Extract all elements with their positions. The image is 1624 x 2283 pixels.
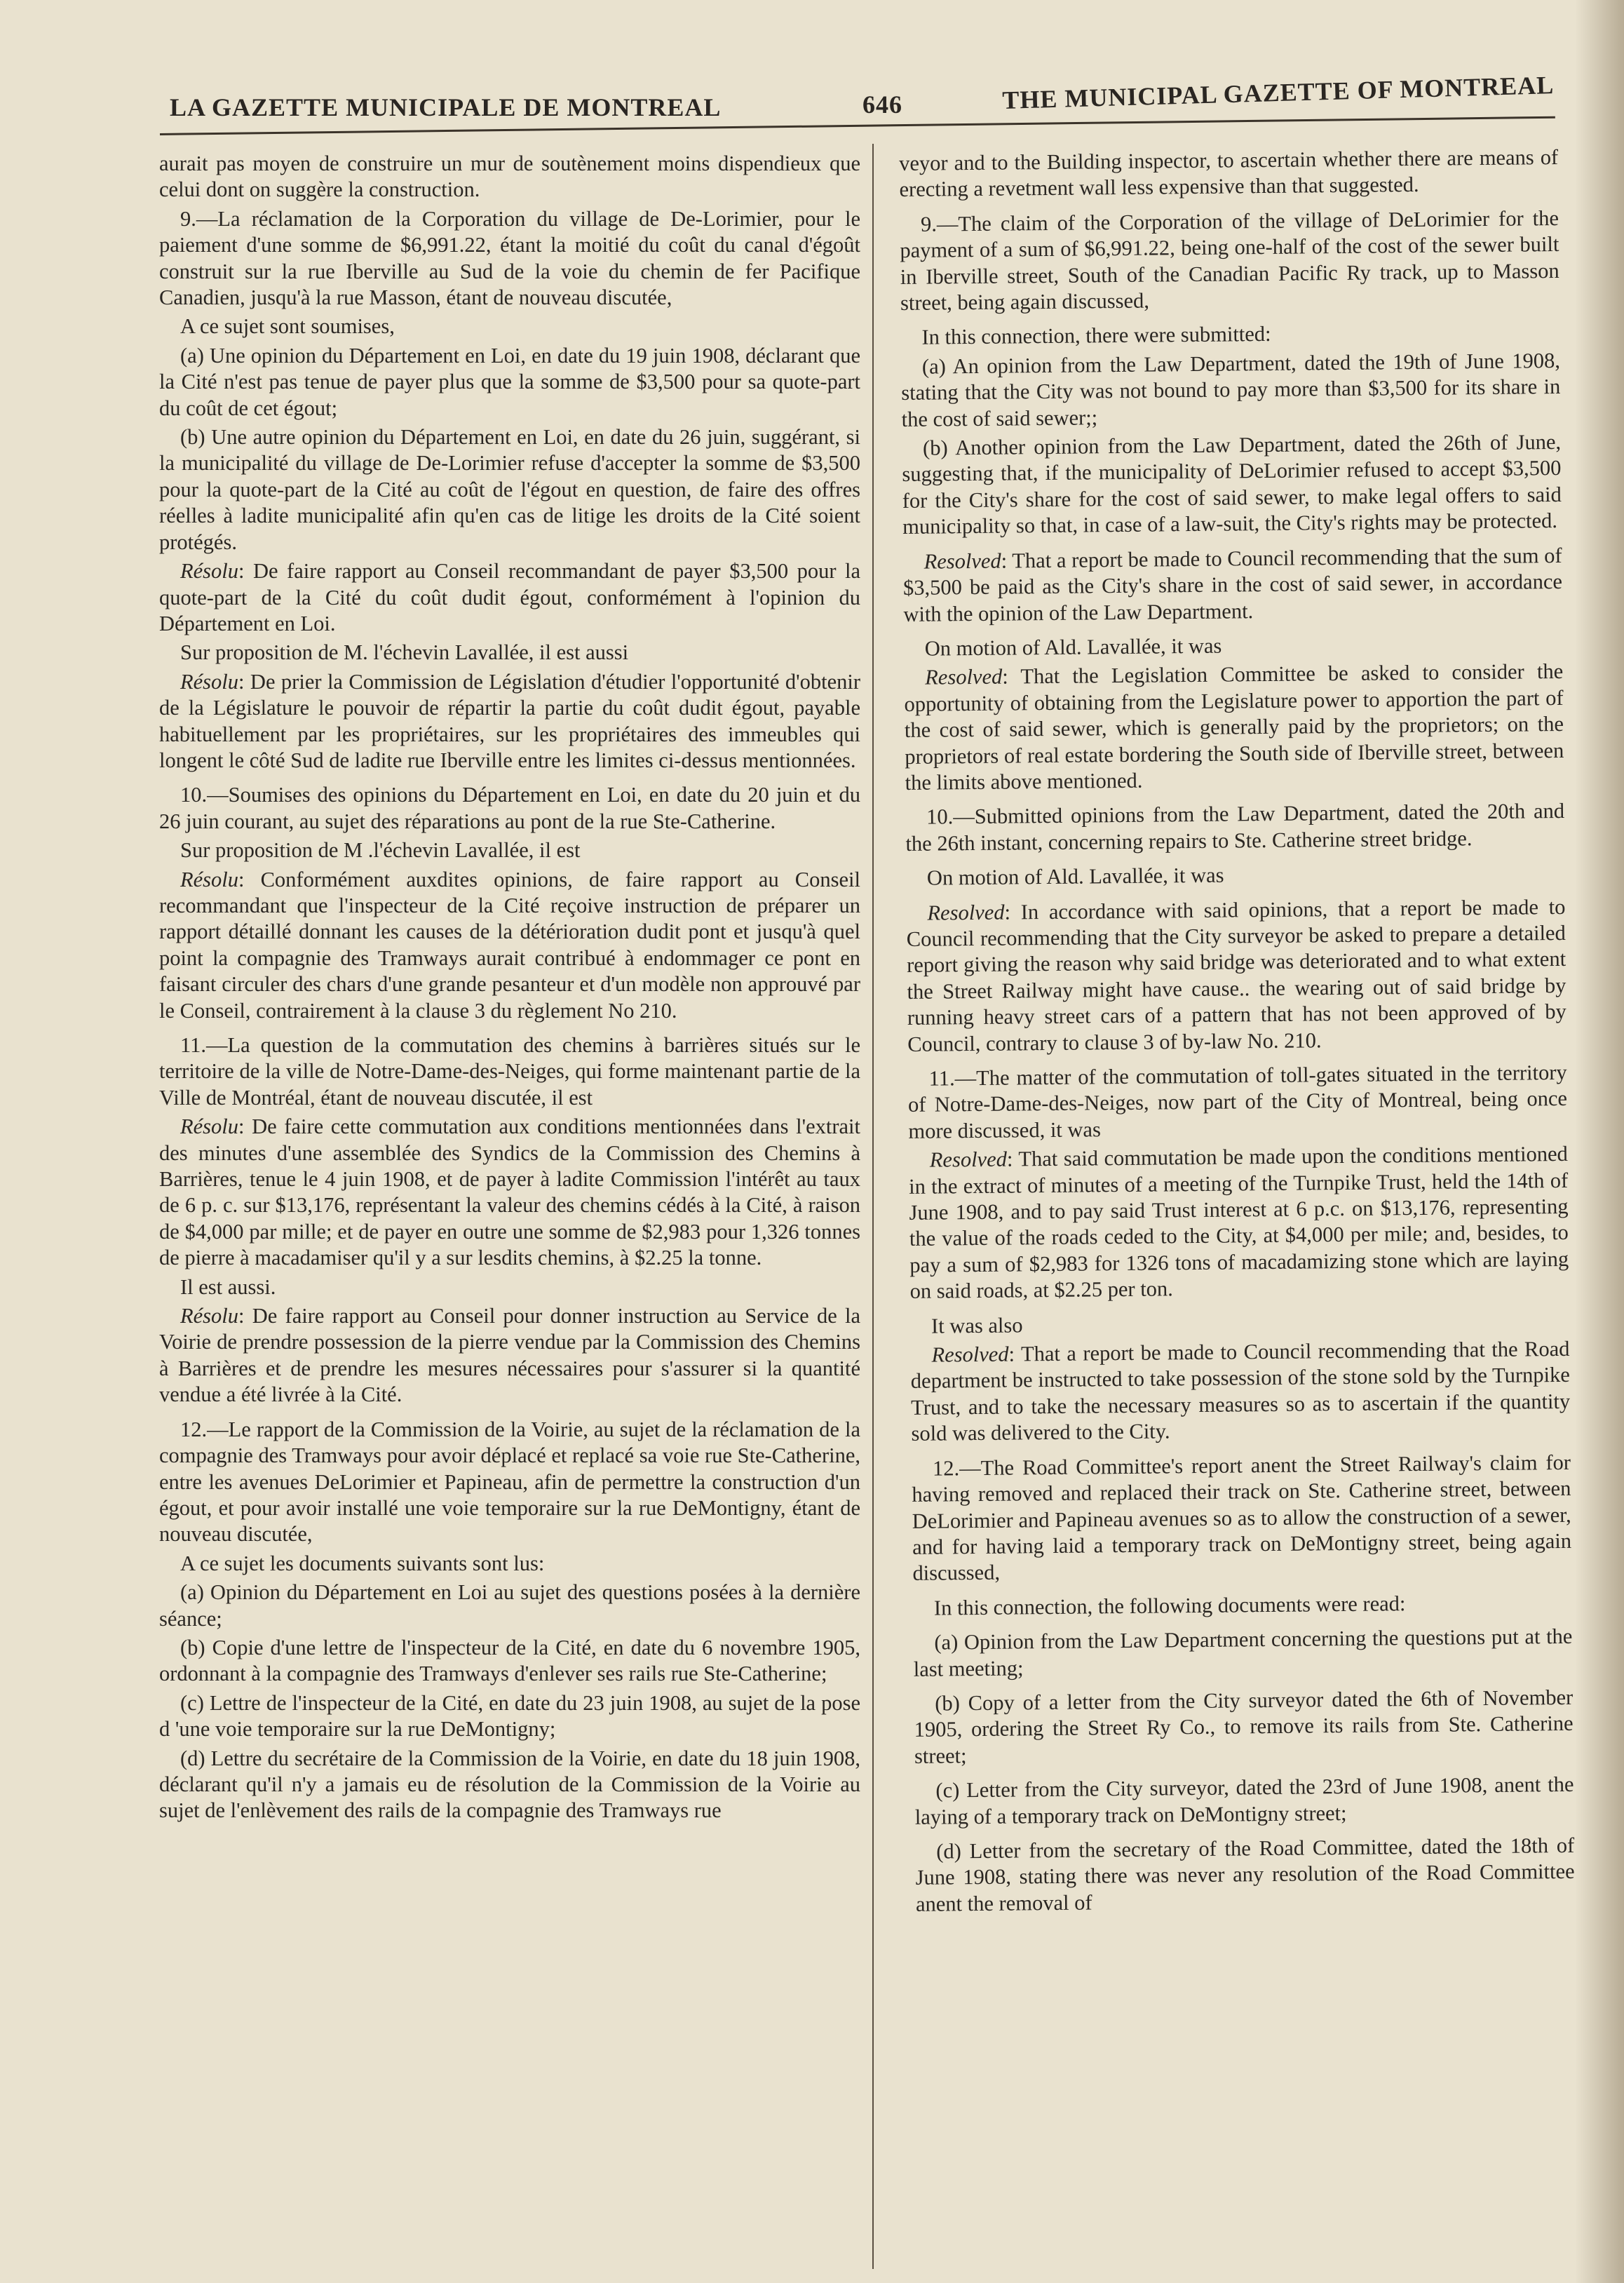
paragraph-text: : De faire rapport au Conseil recommandant de payer $3,500 pour la quote-part de la Cité du coût dudit égout, conformément à l'opinion du Département en Loi. bbox=[159, 559, 860, 635]
paragraph bbox=[159, 206, 860, 311]
paragraph-text: (a) Opinion from the Law Department concerning the questions put at the last meeting; bbox=[913, 1624, 1573, 1681]
paragraph-text: (c) Lettre de l'inspecteur de la Cité, en date du 23 juin 1908, au sujet de la pose d 'une voie temporaire sur la rue DeMontigny; bbox=[159, 1690, 860, 1742]
french-column bbox=[159, 151, 860, 1827]
paragraph-text: 9.—The claim of the Corporation of the village of DeLorimier for the payment of a sum of $6,991.22, being one-half of the cost of the sewer built in Iberville street, South of the Canadian Pacific Ry track, up to Masson street, being again discussed, bbox=[900, 206, 1559, 316]
header-french-title: LA GAZETTE MUNICIPALE DE MONTREAL bbox=[170, 93, 722, 121]
paragraph-text: (b) Copy of a letter from the City surveyor dated the 6th of November 1905, ordering the Street Ry Co., to remove its rails from Ste. Catherine street; bbox=[914, 1685, 1574, 1768]
paragraph bbox=[913, 1624, 1573, 1683]
resolution-lead: Résolu bbox=[180, 1304, 239, 1328]
page-number: 646 bbox=[862, 90, 902, 119]
paragraph bbox=[159, 314, 860, 339]
paragraph-text: : De faire rapport au Conseil pour donner instruction au Service de la Voirie de prendre possession de la pierre vendue par la Commission des Chemins à Barrières et de prendre les mesures nécessaires pour s'assurer si la quantité vendue a été livrée à la Cité. bbox=[159, 1304, 860, 1407]
resolution-lead: Résolu bbox=[180, 867, 239, 891]
paragraph-text: 12.—The Road Committee's report anent the Street Railway's claim for having removed and replaced their track on Ste. Catherine street, between DeLorimier and Papineau avenues so as to allow the construction of a sewer, and for having laid a temporary track on DeMontigny street, being again discussed, bbox=[912, 1450, 1572, 1586]
resolution-lead: Resolved bbox=[927, 900, 1005, 925]
paragraph-text: (c) Letter from the City surveyor, dated the 23rd of June 1908, anent the laying of a temporary track on DeMontigny street; bbox=[914, 1772, 1574, 1829]
paragraph-text: (d) Letter from the secretary of the Road Committee, dated the 18th of June 1908, stating there was never any resolution of the Road Committee anent the removal of bbox=[915, 1833, 1575, 1916]
paragraph bbox=[915, 1833, 1575, 1918]
paragraph-text: (d) Lettre du secrétaire de la Commission de la Voirie, en date du 18 juin 1908, déclarant qu'il n'y a jamais eu de résolution de la Commission de la Voirie au sujet de l'enlèvement des rails de la compagnie des Tramways rue bbox=[159, 1746, 860, 1823]
paragraph bbox=[159, 1114, 860, 1271]
paragraph bbox=[913, 1589, 1572, 1622]
paragraph-text: Sur proposition de M .l'échevin Lavallée, il est bbox=[180, 838, 581, 863]
paragraph-text: : In accordance with said opinions, that a report be made to Council recommending that the City surveyor be asked to prepare a detailed report giving the reason why said bridge was deteriorated and to what extent the Street Railway might have cause.. the wearing out of said bridge by running heavy street cars of a pattern that has not been approved of by Council, contrary to clause 3 of by-law No. 210. bbox=[906, 894, 1567, 1056]
paragraph bbox=[906, 859, 1565, 891]
paragraph bbox=[159, 640, 860, 666]
paragraph-text: It was also bbox=[931, 1313, 1023, 1338]
paragraph bbox=[159, 151, 860, 203]
paragraph-text: 9.—La réclamation de la Corporation du village de De-Lorimier, pour le paiement d'une somme de $6,991.22, étant la moitié du coût du canal d'égoût construit sur la rue Iberville au Sud de la voie du chemin de fer Pacifique Canadien, jusqu'à la rue Masson, étant de nouveau discutée, bbox=[159, 206, 860, 310]
paragraph-text: On motion of Ald. Lavallée, it was bbox=[926, 863, 1224, 890]
resolution-lead: Resolved bbox=[929, 1147, 1008, 1172]
paragraph bbox=[159, 1690, 860, 1743]
paragraph bbox=[159, 669, 860, 774]
paragraph-text: : That a report be made to Council recommending that the Road department be instructed to take possession of the stone sold by the Turnpike Trust, and to take the necessary measures so as to ascertain if the quantity sold was delivered to the City. bbox=[910, 1336, 1571, 1446]
paragraph-text: (a) Une opinion du Département en Loi, en date du 19 juin 1908, déclarant que la Cité n'est pas tenue de payer plus que la somme de $3,500 pour sa quote-part du coût de cet égout; bbox=[159, 343, 860, 420]
paragraph-text: (b) Another opinion from the Law Department, dated the 26th of June, suggesting that, if the municipality of DeLorimier refused to accept $3,500 for the City's share for the cost of said sewer, to make legal offers to said municipality so that, in case of a law-suit, the City's rights may be protected. bbox=[902, 430, 1562, 539]
paragraph bbox=[159, 1635, 860, 1688]
paragraph bbox=[905, 798, 1565, 857]
paragraph-text: : That a report be made to Council recommending that the sum of $3,500 be paid as the City's share in the cost of said sewer, in accordance with the opinion of the Law Department. bbox=[902, 543, 1563, 626]
paragraph bbox=[910, 1336, 1570, 1448]
paragraph-text: 12.—Le rapport de la Commission de la Voirie, au sujet de la réclamation de la compagnie des Tramways pour avoir déplacé et replacé sa voie rue Ste-Catherine, entre les avenues DeLorimier et Papineau, afin de permettre la construction d'un égout, et pour avoir installé une voie temporaire sur la rue DeMontigny, étant de nouveau discutée, bbox=[159, 1417, 860, 1547]
paragraph bbox=[904, 659, 1564, 796]
paragraph bbox=[159, 1303, 860, 1408]
paragraph bbox=[914, 1772, 1574, 1831]
paragraph-text: Il est aussi. bbox=[180, 1274, 276, 1299]
paragraph-text: : Conformément auxdites opinions, de faire rapport au Conseil recommandant que l'inspecteur de la Cité reçoive instruction de préparer un rapport détaillé donnant les causes de la détérioration dudit pont et jusqu'à quel point la compagnie des Tramways aurait contribué à endommager ce pont en faisant circuler des chars d'une grande pesanteur et d'un modèle non approuvé par le Conseil, contrairement à la clause 3 du règlement No 210. bbox=[159, 867, 860, 1023]
paragraph bbox=[159, 558, 860, 637]
paragraph-text: aurait pas moyen de construire un mur de soutènement moins dispendieux que celui dont on suggère la construction. bbox=[159, 151, 860, 202]
paragraph bbox=[910, 1307, 1569, 1340]
paragraph bbox=[159, 1551, 860, 1577]
paragraph-text: A ce sujet sont soumises, bbox=[180, 314, 395, 339]
paragraph-text: : De faire cette commutation aux conditions mentionnées dans l'extrait des minutes d'une assemblée des Syndics de la Commission des Chemins à Barrières, tenue le 4 juin 1908, et de payer à ladite Commission l'intérêt au taux de 6 p. c. sur $13,176, représentant la valeur des chemins cédés à la Cité, à raison de $4,000 par mille; et de payer en outre une somme de $2,983 pour 1,326 tonnes de pierre à macadamiser qu'il y a sur lesdits chemins, à $2.25 la tonne. bbox=[159, 1114, 860, 1270]
paragraph bbox=[900, 318, 1559, 351]
english-column bbox=[899, 144, 1575, 1920]
resolution-lead: Résolu bbox=[180, 669, 239, 694]
paragraph-text: (a) Opinion du Département en Loi au sujet des questions posées à la dernière séance; bbox=[159, 1580, 860, 1631]
page-header bbox=[170, 71, 1558, 128]
paragraph bbox=[159, 343, 860, 422]
paragraph-text: (b) Copie d'une lettre de l'inspecteur de la Cité, en date du 6 novembre 1905, ordonnant à la compagnie des Tramways d'enlever ses rails rue Ste-Catherine; bbox=[159, 1635, 860, 1686]
paragraph bbox=[904, 630, 1563, 662]
paragraph bbox=[914, 1685, 1574, 1770]
resolution-lead: Resolved bbox=[923, 548, 1001, 574]
paragraph-text: A ce sujet les documents suivants sont lus: bbox=[180, 1551, 545, 1575]
paragraph bbox=[912, 1450, 1572, 1587]
paragraph bbox=[159, 424, 860, 555]
paragraph bbox=[902, 429, 1562, 541]
paragraph-text: In this connection, there were submitted: bbox=[921, 322, 1271, 350]
paragraph bbox=[159, 782, 860, 835]
resolution-lead: Resolved bbox=[925, 664, 1003, 689]
paragraph bbox=[159, 1274, 860, 1300]
paragraph-text: 11.—The matter of the commutation of toll-gates situated in the territory of Notre-Dame-des-Neiges, now part of the City of Montreal, being once more discussed, it was bbox=[907, 1060, 1568, 1143]
paragraph-text: (a) An opinion from the Law Department, dated the 19th of June 1908, stating that the City was not bound to pay more than $3,500 for its share in the cost of said sewer;; bbox=[901, 348, 1561, 431]
paragraph bbox=[159, 837, 860, 863]
paragraph-text: : That the Legislation Committee be asked to consider the opportunity of obtaining from the Legislature power to apportion the part of the cost of said sewer, which is generally paid by the proprietors; on the proprietors of real estate bordering the South side of Iberville street, between the limits above mentioned. bbox=[904, 659, 1564, 795]
header-english-title: THE MUNICIPAL GAZETTE OF MONTREAL bbox=[1001, 71, 1555, 115]
paragraph bbox=[900, 206, 1559, 317]
paragraph-text: (b) Une autre opinion du Département en Loi, en date du 26 juin, suggérant, si la municipalité du village de De-Lorimier refuse d'accepter la somme de $3,500 pour la quote-part de la Cité au coût de l'égout en question, de faire des offres réelles à ladite municipalité afin qu'en cas de litige les droits de la Cité soient protégés. bbox=[159, 425, 860, 554]
paragraph bbox=[902, 543, 1562, 628]
paragraph bbox=[159, 1580, 860, 1632]
paragraph bbox=[901, 348, 1561, 433]
paragraph bbox=[159, 1032, 860, 1111]
paragraph-text: : De prier la Commission de Législation d'étudier l'opportunité d'obtenir de la Législature le pouvoir de répartir la partie du coût dudit égout, payable habituellement par les propriétaires, sur les propriétaires des immeubles qui longent le côté Sud de ladite rue Iberville entre les limites ci-dessus mentionnées. bbox=[159, 669, 860, 772]
paragraph-text: 10.—Submitted opinions from the Law Department, dated the 20th and the 26th instant, concerning repairs to Ste. Catherine street bridge. bbox=[905, 799, 1565, 856]
resolution-lead: Résolu bbox=[180, 559, 239, 584]
resolution-lead: Resolved bbox=[931, 1342, 1009, 1367]
paragraph-text: 11.—La question de la commutation des chemins à barrières situés sur le territoire de la ville de Notre-Dame-des-Neiges, qui forme maintenant partie de la Ville de Montréal, étant de nouveau discutée, il est bbox=[159, 1033, 860, 1110]
paragraph bbox=[909, 1141, 1569, 1305]
paragraph bbox=[159, 1746, 860, 1824]
paragraph-text: On motion of Ald. Lavallée, it was bbox=[924, 633, 1222, 661]
paragraph bbox=[908, 1060, 1568, 1145]
paragraph bbox=[159, 1417, 860, 1548]
paragraph-text: veyor and to the Building inspector, to ascertain whether there are means of erecting a revetment wall less expensive than that suggested. bbox=[899, 144, 1559, 202]
paragraph bbox=[899, 144, 1559, 203]
paragraph-text: Sur proposition de M. l'échevin Lavallée, il est aussi bbox=[180, 640, 629, 665]
paragraph bbox=[159, 867, 860, 1024]
paragraph-text: : That said commutation be made upon the conditions mentioned in the extract of minutes of a meeting of the Turnpike Trust, held the 14th of June 1908, and to pay said Trust interest at 6 p.c. on $13,176, representing the value of the roads ceded to the City, at $4,000 per mile; and, besides, to pay a sum of $2,983 for 1326 tons of macadamizing stone which are laying on said roads, at $2.25 per ton. bbox=[909, 1142, 1569, 1304]
column-divider bbox=[872, 144, 874, 2269]
paragraph bbox=[906, 894, 1567, 1057]
paragraph-text: In this connection, the following documents were read: bbox=[933, 1591, 1406, 1620]
paragraph-text: 10.—Soumises des opinions du Département en Loi, en date du 20 juin et du 26 juin courant, au sujet des réparations au pont de la rue Ste-Catherine. bbox=[159, 783, 860, 833]
resolution-lead: Résolu bbox=[180, 1114, 239, 1139]
